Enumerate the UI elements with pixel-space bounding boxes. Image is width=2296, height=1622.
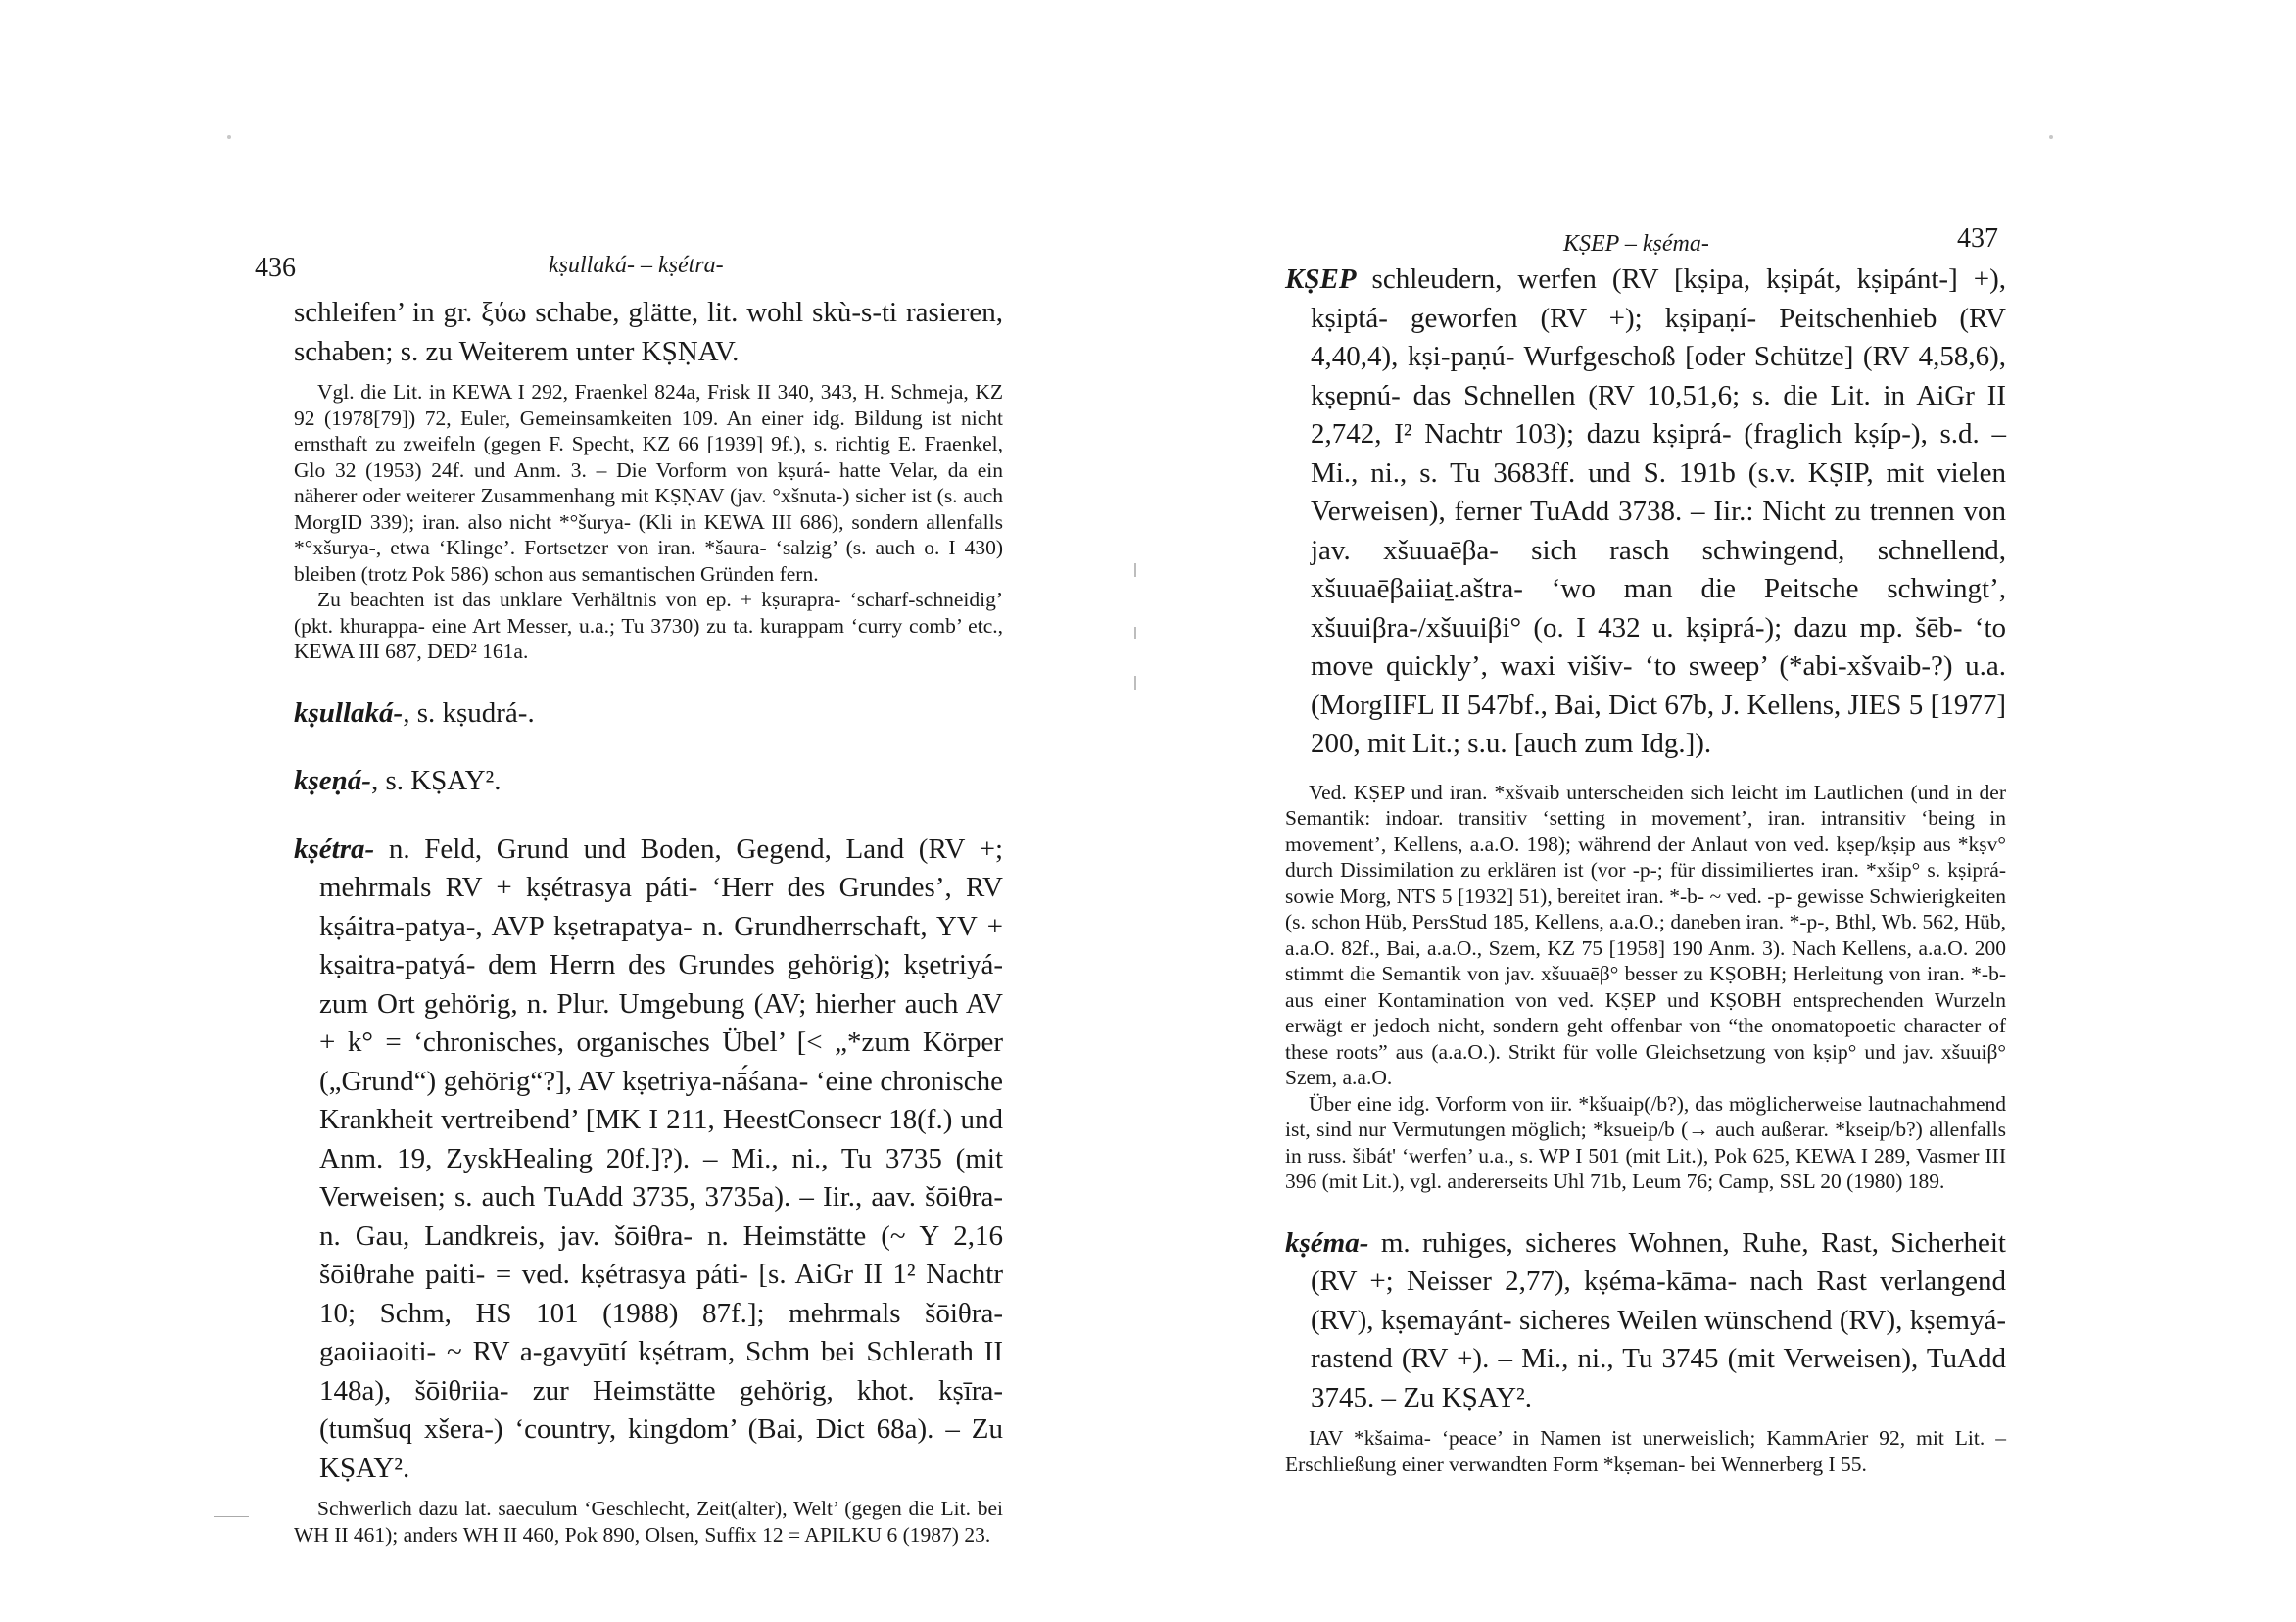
entry-lemma: kṣullaká-	[294, 696, 404, 729]
right-column	[1285, 261, 2006, 1477]
entry-kshullaka	[294, 694, 1003, 734]
note-paragraph: Schwerlich dazu lat. saeculum ‘Geschlecht, Zeit(alter), Welt’ (gegen die Lit. bei WH II 461); anders WH II 460, Pok 890, Olsen, Suffix 12 = APILKU 6 (1987) 23.	[294, 1497, 1003, 1547]
entry-text: n. Feld, Grund und Boden, Gegend, Land (RV +; mehrmals RV + kṣétrasya páti- ‘Herr des Grundes’, RV kṣáitra-patya-, AVP kṣetrapatya- n. Grundherrschaft, YV + kṣaitra-patyá- dem Herrn des Grundes gehörig); kṣetriyá- zum Ort gehörig, n. Plur. Umgebung (AV; hierher auch AV + k° = ‘chronisches, organisches Übel’ [< „*zum Körper („Grund“) gehörig“?], AV kṣetriya-nā́śana- ‘eine chronische Krankheit vertreibend’ [MK I 211, HeestConsecr 18(f.) und Anm. 19, ZyskHealing 20f.]?). – Mi., ni., Tu 3735 (mit Verweisen; s. auch TuAdd 3735, 3735a). – Iir., aav. šōiθra- n. Gau, Landkreis, jav. šōiθra- n. Heimstätte (~ Y 2,16 šōiθrahe paiti- = ved. kṣétrasya páti- [s. AiGr II 1² Nachtr 10; Schm, HS 101 (1988) 87f.]; mehrmals šōiθra- gaoiiaoiti- ~ RV a-gavyūtí kṣétram, Schm bei Schlerath II 148a), šōiθriia- zur Heimstätte gehörig, khot. kṣīra- (tumšuq xšera-) ‘country, kingdom’ (Bai, Dict 68a). – Zu KṢAY².	[319, 833, 1003, 1484]
running-head-left: kṣullaká- – kṣétra-	[549, 253, 724, 278]
entry-kshena	[294, 762, 1003, 801]
note-paragraph: Zu beachten ist das unklare Verhältnis von ep. + kṣurapra- ‘scharf-schneidig’ (pkt. khurappa- eine Art Messer, u.a.; Tu 3730) zu ta. kurappam ‘curry comb’ etc., KEWA III 687, DED² 161a.	[294, 588, 1003, 663]
running-head-right: KṢEP – kṣéma-	[1563, 231, 1709, 257]
note-paragraph: Vgl. die Lit. in KEWA I 292, Fraenkel 824a, Frisk II 340, 343, H. Schmeja, KZ 92 (1978[79]) 72, Euler, Gemeinsamkeiten 109. An einer idg. Bildung ist nicht ernsthaft zu zweifeln (gegen F. Specht, KZ 66 [1939] 9f.), s. richtig E. Fraenkel, Glo 32 (1953) 24f. und Anm. 3. – Die Vorform von kṣurá- hatte Velar, da ein näherer oder weiterer Zusammenhang mit KṢṆAV (jav. °xšnuta-) sicher ist (s. auch MorgID 339); iran. also nicht *°šurya- (Kli in KEWA III 686), sondern allenfalls *°xšurya-, etwa ‘Klinge’. Fortsetzer von iran. *šaura- ‘salzig’ (s. auch o. I 430) bleiben (trotz Pok 586) schon aus semantischen Gründen fern.	[294, 380, 1003, 586]
left-page	[0, 0, 1136, 1622]
entry-lemma: kṣeṇá-	[294, 765, 371, 796]
entry-kshetra	[294, 831, 1003, 1489]
entry-text: , s. KṢAY².	[370, 765, 502, 796]
paragraph-continuation: schleifen’ in gr. ξύω schabe, glätte, lit. wohl skù-s-ti rasieren, schaben; s. zu Weiterem unter KṢṆAV.	[294, 297, 1003, 367]
page-number-left: 436	[255, 253, 296, 283]
entry-text: schleudern, werfen (RV [kṣipa, kṣipát, kṣipánt-] +), kṣiptá- geworfen (RV +); kṣipaṇí- Peitschenhieb (RV 4,40,4), kṣi-paṇú- Wurfgeschoß [oder Schütze] (RV 4,58,6), kṣepnú- das Schnellen (RV 10,51,6; s. die Lit. in AiGr II 2,742, I² Nachtr 103); dazu kṣiprá- (fraglich kṣíp-), s.d. – Mi., ni., s. Tu 3683ff. und S. 191b (s.v. KṢIP, mit vielen Verweisen), ferner TuAdd 3738. – Iir.: Nicht zu trennen von jav. xšuuaēβa- sich rasch schwingend, schnellend, xšuuaēβaiiaṯ.aštra- ‘wo man die Peitsche schwingt’, xšuuiβra-/xšuuiβi° (o. I 432 u. kṣiprá-); dazu mp. šēb- ‘to move quickly’, waxi višiv- ‘to sweep’ (*abi-xšvaib-?) u.a. (MorgIIFL II 547bf., Bai, Dict 67b, J. Kellens, JIES 5 [1977] 200, mit Lit.; s.u. [auch zum Idg.]).	[1311, 263, 2006, 759]
entry-text: , s. kṣudrá-.	[403, 696, 535, 729]
scan-dot	[227, 135, 231, 139]
scan-edge-mark	[214, 1516, 249, 1517]
note-paragraph: Über eine idg. Vorform von iir. *kšuaip(/b?), das möglicherweise lautnachahmend ist, sind nur Vermutungen möglich; *ksueip/b (→ auch außerar. *kseip/b?) allenfalls in russ. šibát' ‘werfen’ u.a., s. WP I 501 (mit Lit.), Pok 625, KEWA I 289, Vasmer III 396 (mit Lit.), vgl. andererseits Uhl 71b, Leum 76; Camp, SSL 20 (1980) 189.	[1285, 1091, 2006, 1193]
entry-lemma: kṣétra-	[294, 833, 375, 865]
note-paragraph: Ved. KṢEP und iran. *xšvaib unterscheiden sich leicht im Lautlichen (und in der Semantik: indoar. transitiv ‘setting in movement’, iran. intransitiv ‘being in movement’, Kellens, a.a.O. 198); während der Anlaut von ved. kṣep/kṣip aus *kṣv° durch Dissimilation zu erklären ist (vor -p-; für dissimiliertes iran. *xšip° s. kṣiprá- sowie Morg, NTS 5 [1932] 51), bereitet iran. *-b- ~ ved. -p- gewisse Schwierigkeiten (s. schon Hüb, PersStud 185, Kellens, a.a.O.; daneben iran. *-p-, Bthl, Wb. 562, Hüb, a.a.O. 82f., Bai, a.a.O., Szem, KZ 75 [1958] 190 Anm. 3). Nach Kellens, a.a.O. 200 stimmt die Semantik von jav. xšuuaēβ° besser zu KṢOBH; Herleitung von iran. *-b- aus einer Kontamination von ved. KṢEP und KṢOBH entsprechenden Wurzeln erwägt er jedoch nicht, sondern geht offenbar von “the onomatopoetic character of these roots” aus (a.a.O.). Strikt für volle Gleichsetzung von kṣip° und jav. xšuuiβ° Szem, a.a.O.	[1285, 780, 2006, 1089]
entry-text: m. ruhiges, sicheres Wohnen, Ruhe, Rast, Sicherheit (RV +; Neisser 2,77), kṣéma-kāma- nach Rast verlangend (RV), kṣemayánt- sicheres Weilen wünschend (RV), kṣemyá- rastend (RV +). – Mi., ni., Tu 3745 (mit Verweisen), TuAdd 3745. – Zu KṢAY².	[1311, 1226, 2006, 1413]
entry-lemma: kṣéma-	[1285, 1226, 1369, 1259]
entry-ksep	[1285, 261, 2006, 764]
page-number-right: 437	[1957, 223, 1998, 254]
entry-lemma: KṢEP	[1285, 263, 1357, 295]
note-paragraph: IAV *kšaima- ‘peace’ in Namen ist unerweislich; KammArier 92, mit Lit. – Erschließung einer verwandten Form *kṣeman- bei Wennerberg I 55.	[1285, 1426, 2006, 1476]
entry-kshema	[1285, 1224, 2006, 1418]
left-column	[294, 294, 1003, 1548]
